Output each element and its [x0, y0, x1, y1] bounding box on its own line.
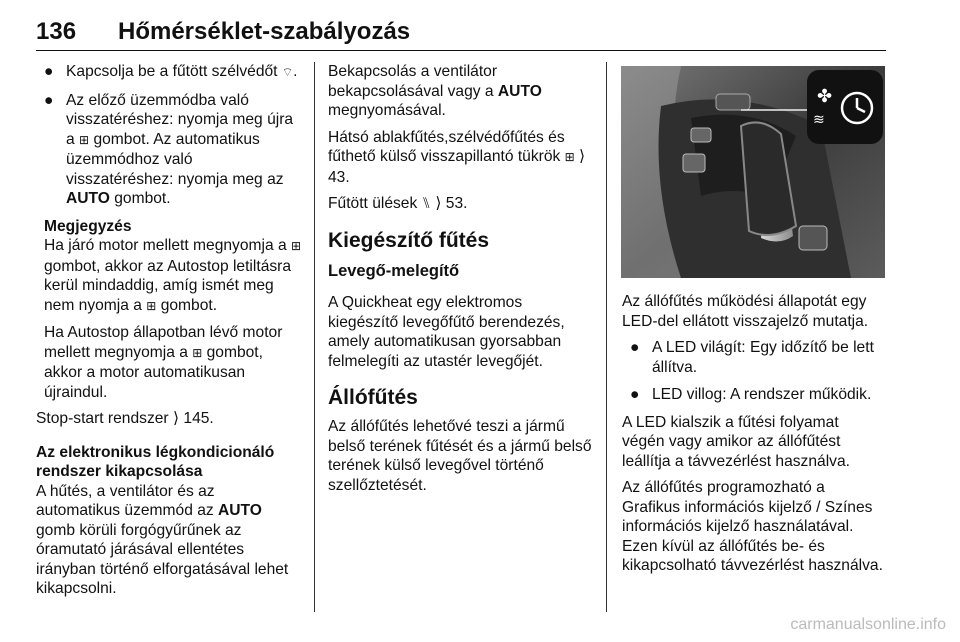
paragraph: Az állófűtés lehetővé teszi a jármű belső terének fűtését és a jármű belső terének külső levegővel történő szellőztetését. — [328, 418, 592, 494]
auto-stop-button-icon: ⊞ — [79, 132, 90, 147]
cross-reference — [36, 409, 302, 429]
list-item: ● Kapcsolja be a fűtött szélvédőt ⌔. — [44, 63, 298, 80]
bullet-icon: ● — [630, 386, 640, 403]
rear-window-heat-icon: ⊞ — [564, 150, 575, 164]
console-illustration — [621, 66, 885, 278]
fan-icon: ✤ — [817, 86, 833, 107]
page-header — [36, 10, 886, 50]
note-text: gombot, akkor a motor automatikusan újraindul. — [44, 343, 263, 401]
list-item — [36, 91, 302, 209]
reference-arrow-icon: ⟩ — [172, 410, 180, 427]
auto-stop-button-icon: ⊞ — [146, 298, 157, 313]
note-text: gombot. — [160, 296, 218, 314]
column-middle — [328, 62, 594, 502]
note-block — [36, 217, 302, 403]
note-paragraph — [44, 236, 302, 316]
heading-level-1: Állófűtés — [328, 386, 418, 409]
reference-page: 43. — [328, 168, 350, 186]
paragraph-text: A hűtés, a ventilátor és az automatikus üzemmód az — [36, 482, 215, 519]
note-heading: Megjegyzés — [44, 217, 132, 235]
reference-arrow-icon: ⟩ — [435, 195, 442, 212]
note-paragraph — [44, 323, 302, 402]
watermark: carmanualsonline.info — [790, 616, 946, 633]
paragraph — [328, 62, 594, 121]
windscreen-heat-icon: ⌔ — [281, 65, 294, 79]
auto-label: AUTO — [66, 190, 110, 207]
paragraph-text: Fűtött ülések — [328, 195, 418, 212]
bullet-icon: ● — [630, 339, 640, 356]
paragraph: Az állófűtés programozható a Grafikus információs kijelző / Színes információs kijelző használatával. Ezen kívül az állófűtés be- és kikapcsolható távvezérlést használva. — [622, 479, 883, 574]
column-divider — [314, 62, 315, 612]
paragraph-text: megnyomásával. — [328, 102, 446, 119]
paragraph: Az állófűtés működési állapotát egy LED-del ellátott visszajelző mutatja. — [622, 293, 869, 330]
list-item — [622, 385, 884, 405]
paragraph — [328, 128, 594, 188]
list-item-text: Az előző üzemmódba való visszatéréshez: nyomja meg újra a — [66, 91, 294, 148]
reference-text: Stop-start rendszer — [36, 410, 169, 427]
note-text: Ha járó motor mellett megnyomja a — [44, 237, 287, 254]
list-item-text: A LED világít: Egy időzítő be lett állítva. — [652, 339, 874, 376]
paragraph-text: gomb körüli forgógyűrűnek az óramutató járásával ellentétes irányban történő elforgatásával lehet kikapcsolni. — [36, 521, 289, 597]
heated-seat-icon: ⑊ — [421, 195, 431, 212]
list-item-text: LED villog: A rendszer működik. — [652, 386, 872, 403]
heading-level-2: Levegő-melegítő — [328, 261, 460, 280]
page-title: Hőmérséklet-szabályozás — [118, 18, 411, 45]
reference-arrow-icon: ⟩ — [579, 148, 586, 165]
reference-page: 53. — [445, 195, 468, 212]
list-item-text: gombot. — [114, 190, 171, 207]
note-text: gombot, akkor az Autostop letiltásra kerül mindaddig, amíg ismét meg nem nyomja a — [44, 257, 292, 314]
auto-stop-button-icon: ⊞ — [192, 345, 203, 360]
list-item — [622, 338, 884, 377]
paragraph: A LED kialszik a fűtési folyamat végén vagy amikor az állófűtést leállítja a távvezérlést használva. — [622, 413, 850, 470]
list-item-text: gombot. Az automatikus üzemmódhoz való visszatéréshez: nyomja meg az — [66, 130, 284, 188]
heading-level-1: Kiegészítő fűtés — [328, 228, 490, 252]
heat-waves-icon: ≋ — [813, 112, 825, 128]
column-divider — [606, 62, 607, 612]
note-text: Ha Autostop állapotban lévő motor mellett megnyomja a — [44, 324, 283, 361]
paragraph-text: Bekapcsolás a ventilátor bekapcsolásával vagy a — [328, 63, 498, 100]
auto-label: AUTO — [497, 82, 542, 100]
section-heading: Az elektronikus légkondicionáló rendszer kikapcsolása — [36, 443, 275, 480]
reference-page: 145. — [183, 410, 214, 427]
auto-stop-button-icon: ⊞ — [291, 239, 302, 253]
header-rule — [36, 50, 886, 51]
console-photo — [621, 66, 885, 278]
auto-label: AUTO — [218, 502, 262, 519]
paragraph — [328, 194, 594, 214]
list-item-text: Kapcsolja be a fűtött szélvédőt — [66, 63, 278, 80]
paragraph: A Quickheat egy elektromos kiegészítő levegőfűtő berendezés, amely automatikusan gyorsabban felmelegíti az utastér levegőjét. — [328, 294, 565, 370]
bullet-icon: ● — [44, 63, 54, 80]
column-right — [622, 292, 884, 583]
page-number: 136 — [36, 18, 77, 45]
column-left — [36, 62, 302, 606]
section-paragraph — [36, 482, 302, 599]
bullet-icon: ● — [44, 91, 54, 109]
paragraph-text: Hátsó ablakfűtés,szélvédőfűtés és fűthető külső visszapillantó tükrök — [328, 128, 565, 165]
